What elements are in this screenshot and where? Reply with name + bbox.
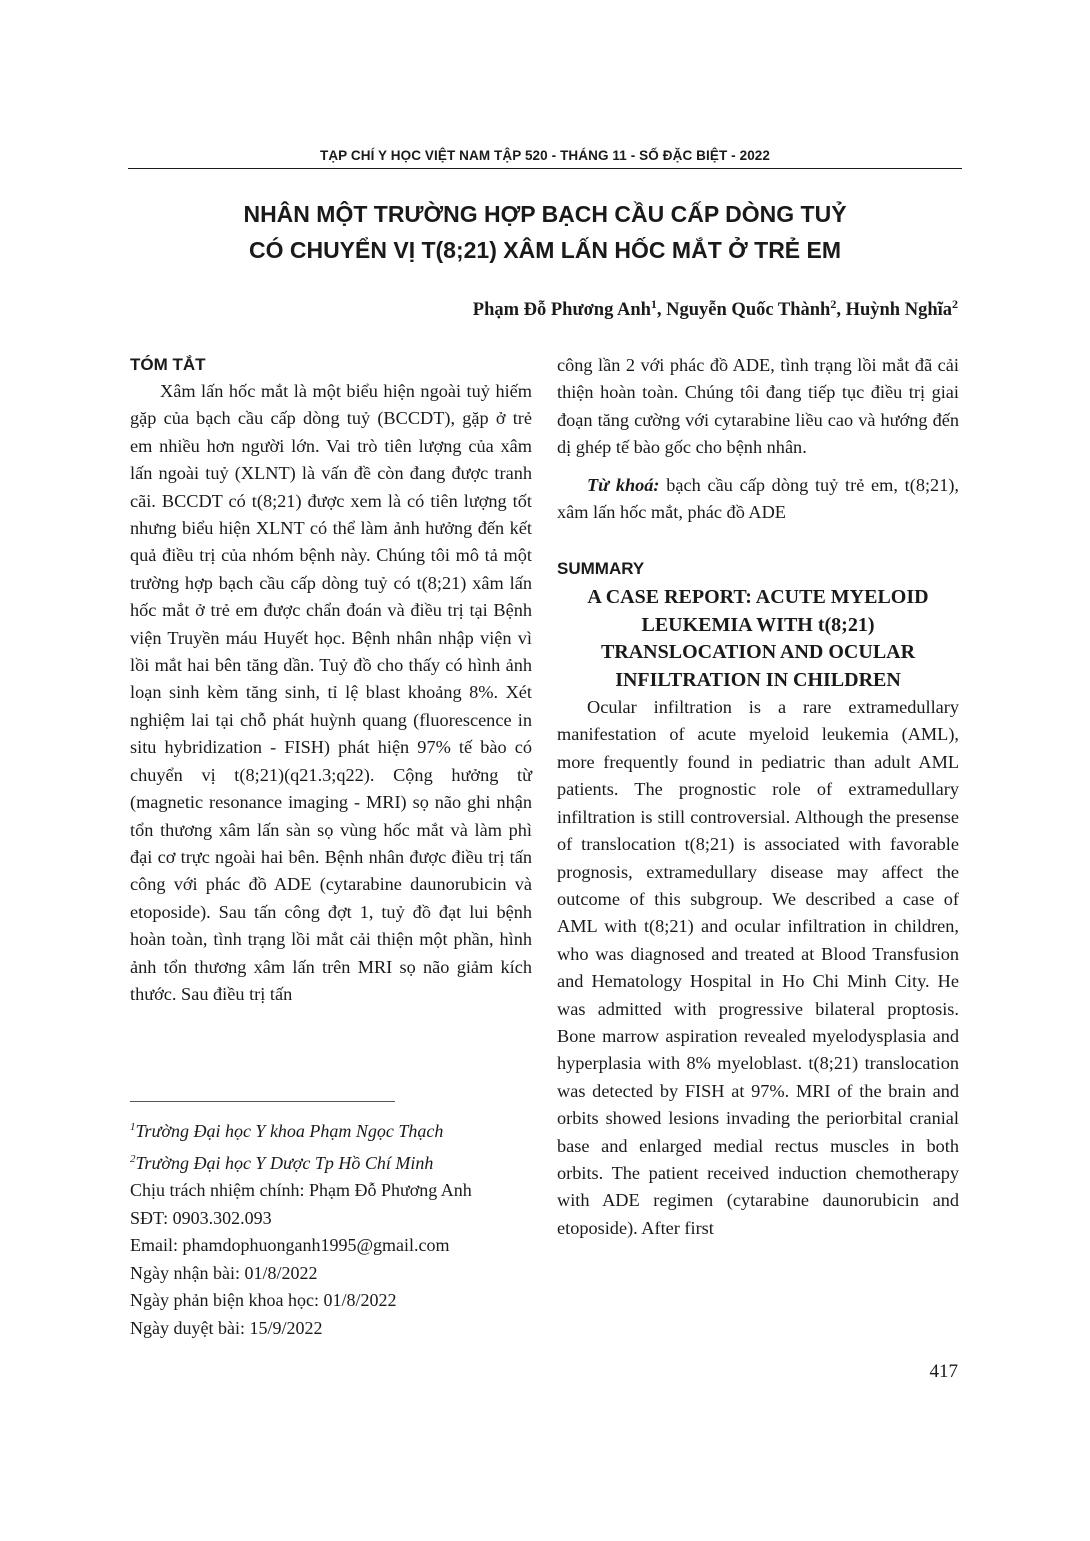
- author-affiliation-mark: 2: [830, 297, 837, 311]
- summary-paragraph: Ocular infiltration is a rare extramedullary manifestation of acute myeloid leukemia (AML), more frequently found in pediatric than adult AML patients. The prognostic role of extramedullary infiltration is still controversial. Although the presense of translocation t(8;21) is associated with favorable prognosis, extramedullary disease may affect the outcome of this subgroup. We described a case of AML with t(8;21) and ocular infiltration in children, who was diagnosed and treated at Blood Transfusion and Hematology Hospital in Ho Chi Minh City. He was admitted with progressive bilateral proptosis. Bone marrow aspiration revealed myelodysplasia and hyperplasia with 8% myeloblast. t(8;21) translocation was detected by FISH at 97%. MRI of the brain and orbits showed lesions invading the periorbital cranial base and enlarged medial rectus muscles in both orbits. The patient received induction chemotherapy with ADE regimen (cytarabine daunorubicin and etoposide). After first: [557, 697, 959, 1238]
- english-title-line: LEUKEMIA WITH t(8;21): [641, 613, 875, 636]
- summary-heading: SUMMARY: [557, 559, 645, 579]
- affiliation-2: [130, 1146, 550, 1178]
- keywords-text: bạch cầu cấp dòng tuỷ trẻ em, t(8;21), xâm lấn hốc mắt, phác đồ ADE: [557, 474, 959, 523]
- date-accepted: Ngày duyệt bài: 15/9/2022: [130, 1317, 323, 1338]
- abstract-heading: TÓM TẮT: [130, 355, 206, 374]
- english-title-line: A CASE REPORT: ACUTE MYELOID: [587, 586, 929, 609]
- affiliation-2-text: Trường Đại học Y Dược Tp Hồ Chí Minh: [135, 1152, 434, 1173]
- article-title: [128, 196, 962, 268]
- author-name: Nguyễn Quốc Thành: [666, 300, 831, 321]
- affiliation-1: [130, 1114, 550, 1146]
- page-number: 417: [929, 1361, 958, 1382]
- left-column: [130, 352, 532, 1008]
- abstract-paragraph: Xâm lấn hốc mắt là một biểu hiện ngoài tuỷ hiếm gặp của bạch cầu cấp dòng tuỷ (BCCDT), gặp ở trẻ em nhiều hơn người lớn. Vai trò tiên lượng của xâm lấn ngoài tuỷ (XLNT) là vấn đề còn đang được tranh cãi. BCCDT có t(8;21) được xem là có tiên lượng tốt nhưng biểu hiện XLNT có thể làm ảnh hưởng đến kết quả điều trị của nhóm bệnh này. Chúng tôi mô tả một trường hợp bạch cầu cấp dòng tuỷ có t(8;21) xâm lấn hốc mắt ở trẻ em được chẩn đoán và điều trị tại Bệnh viện Truyền máu Huyết học. Bệnh nhân nhập viện vì lồi mắt hai bên tăng dần. Tuỷ đồ cho thấy có hình ảnh loạn sinh kèm tăng sinh, tỉ lệ blast khoảng 8%. Xét nghiệm lai tại chỗ phát huỳnh quang (fluorescence in situ hybridization - FISH) phát hiện 97% tế bào có chuyển vị t(8;21)(q21.3;q22). Cộng hưởng từ (magnetic resonance imaging - MRI) sọ não ghi nhận tổn thương xâm lấn sàn sọ vùng hốc mắt và làm phì đại cơ trực ngoài hai bên. Bệnh nhân được điều trị tấn công với phác đồ ADE (cytarabine daunorubicin và etoposide). Sau tấn công đợt 1, tuỷ đồ đạt lui bệnh hoàn toàn, tình trạng lồi mắt cải thiện một phần, hình ảnh tổn thương xâm lấn trên MRI sọ não giảm kích thước. Sau điều trị tấn: [130, 381, 532, 1004]
- responsible-author: Chịu trách nhiệm chính: Phạm Đỗ Phương Anh: [130, 1180, 472, 1200]
- affiliation-mark: 1: [130, 1121, 136, 1133]
- article-title-line-2: CÓ CHUYỂN VỊ T(8;21) XÂM LẤN HỐC MẮT Ở TRẺ EM: [248, 237, 842, 263]
- english-title: [557, 584, 959, 694]
- author-affiliation-mark: 1: [650, 297, 657, 311]
- author-name: Phạm Đỗ Phương Anh: [472, 300, 651, 321]
- right-column: [557, 352, 959, 1242]
- abstract-paragraph-continued: công lần 2 với phác đồ ADE, tình trạng lồi mắt đã cải thiện hoàn toàn. Chúng tôi đang tiếp tục điều trị giai đoạn tăng cường với cytarabine liều cao và hướng đến dị ghép tế bào gốc cho bệnh nhân.: [557, 355, 959, 458]
- date-received: Ngày nhận bài: 01/8/2022: [130, 1262, 318, 1283]
- affiliation-mark: 2: [130, 1152, 136, 1165]
- footnotes: [130, 1114, 550, 1342]
- author-list: [473, 297, 958, 321]
- journal-header: TẠP CHÍ Y HỌC VIỆT NAM TẬP 520 - THÁNG 11 - SỐ ĐẶC BIỆT - 2022: [319, 148, 771, 163]
- header-rule: [128, 168, 962, 169]
- keywords-label: Từ khoá:: [587, 474, 660, 495]
- phone-number: SĐT: 0903.302.093: [130, 1207, 272, 1228]
- article-title-line-1: NHÂN MỘT TRƯỜNG HỢP BẠCH CẦU CẤP DÒNG TUỶ: [243, 201, 847, 227]
- date-reviewed: Ngày phản biện khoa học: 01/8/2022: [130, 1290, 397, 1310]
- keywords: [557, 472, 959, 527]
- author-separator: ,: [656, 300, 667, 321]
- author-affiliation-mark: 2: [952, 297, 958, 311]
- email-address: Email: phamdophuonganh1995@gmail.com: [130, 1235, 450, 1255]
- affiliation-1-text: Trường Đại học Y khoa Phạm Ngọc Thạch: [135, 1121, 444, 1141]
- author-name: Huỳnh Nghĩa: [845, 300, 952, 321]
- author-separator: ,: [836, 300, 846, 321]
- english-title-line: TRANSLOCATION AND OCULAR: [600, 641, 916, 664]
- footnote-rule: [130, 1101, 395, 1102]
- english-title-line: INFILTRATION IN CHILDREN: [615, 668, 901, 691]
